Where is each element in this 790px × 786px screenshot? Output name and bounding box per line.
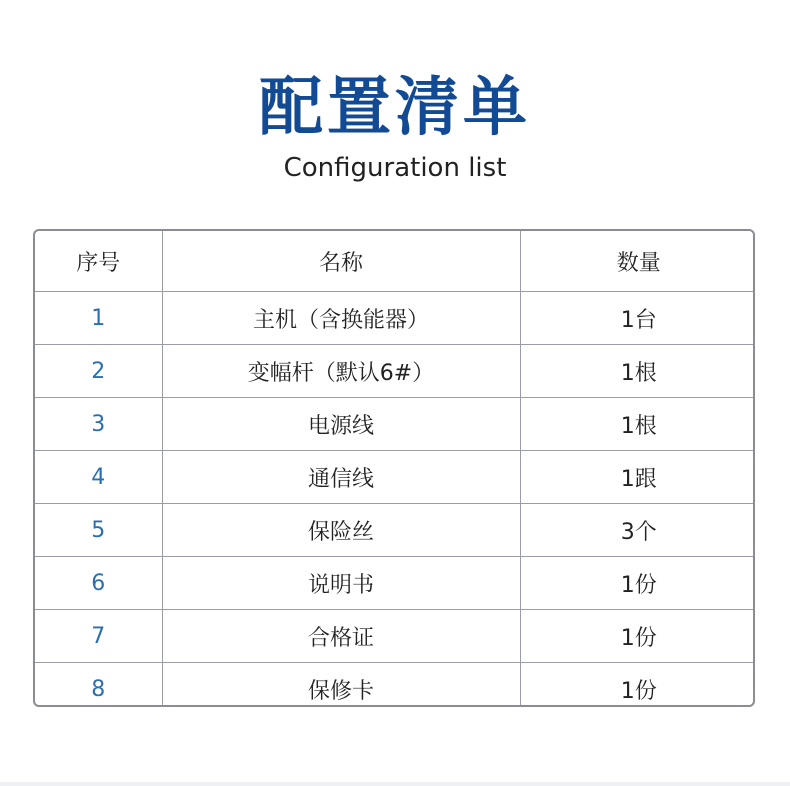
row-index: 4	[35, 451, 162, 504]
row-index: 2	[35, 345, 162, 398]
row-name: 变幅杆（默认6#）	[162, 345, 520, 398]
table-row	[35, 663, 755, 708]
row-name: 保险丝	[162, 504, 520, 557]
row-name: 通信线	[162, 451, 520, 504]
page-subtitle: Configuration list	[283, 153, 507, 183]
config-table-container	[33, 229, 755, 707]
table-row	[35, 398, 755, 451]
header-name: 名称	[162, 231, 520, 292]
row-name: 保修卡	[162, 663, 520, 708]
row-index: 3	[35, 398, 162, 451]
table-row	[35, 292, 755, 345]
table-row	[35, 504, 755, 557]
header-index: 序号	[35, 231, 162, 292]
row-name: 电源线	[162, 398, 520, 451]
page-title: 配置清单	[259, 71, 531, 145]
row-index: 8	[35, 663, 162, 708]
table-row	[35, 451, 755, 504]
row-index: 7	[35, 610, 162, 663]
table-row	[35, 345, 755, 398]
bottom-divider	[0, 782, 790, 786]
row-quantity: 1份	[520, 663, 755, 708]
row-index: 6	[35, 557, 162, 610]
row-quantity: 1根	[520, 398, 755, 451]
row-quantity: 1份	[520, 557, 755, 610]
table-header-row	[35, 231, 755, 292]
row-name: 合格证	[162, 610, 520, 663]
row-quantity: 1跟	[520, 451, 755, 504]
row-quantity: 1份	[520, 610, 755, 663]
table-row	[35, 610, 755, 663]
row-index: 5	[35, 504, 162, 557]
row-quantity: 3个	[520, 504, 755, 557]
header-quantity: 数量	[520, 231, 755, 292]
config-table	[35, 231, 755, 707]
row-index: 1	[35, 292, 162, 345]
table-row	[35, 557, 755, 610]
row-quantity: 1台	[520, 292, 755, 345]
row-quantity: 1根	[520, 345, 755, 398]
row-name: 主机（含换能器）	[162, 292, 520, 345]
row-name: 说明书	[162, 557, 520, 610]
